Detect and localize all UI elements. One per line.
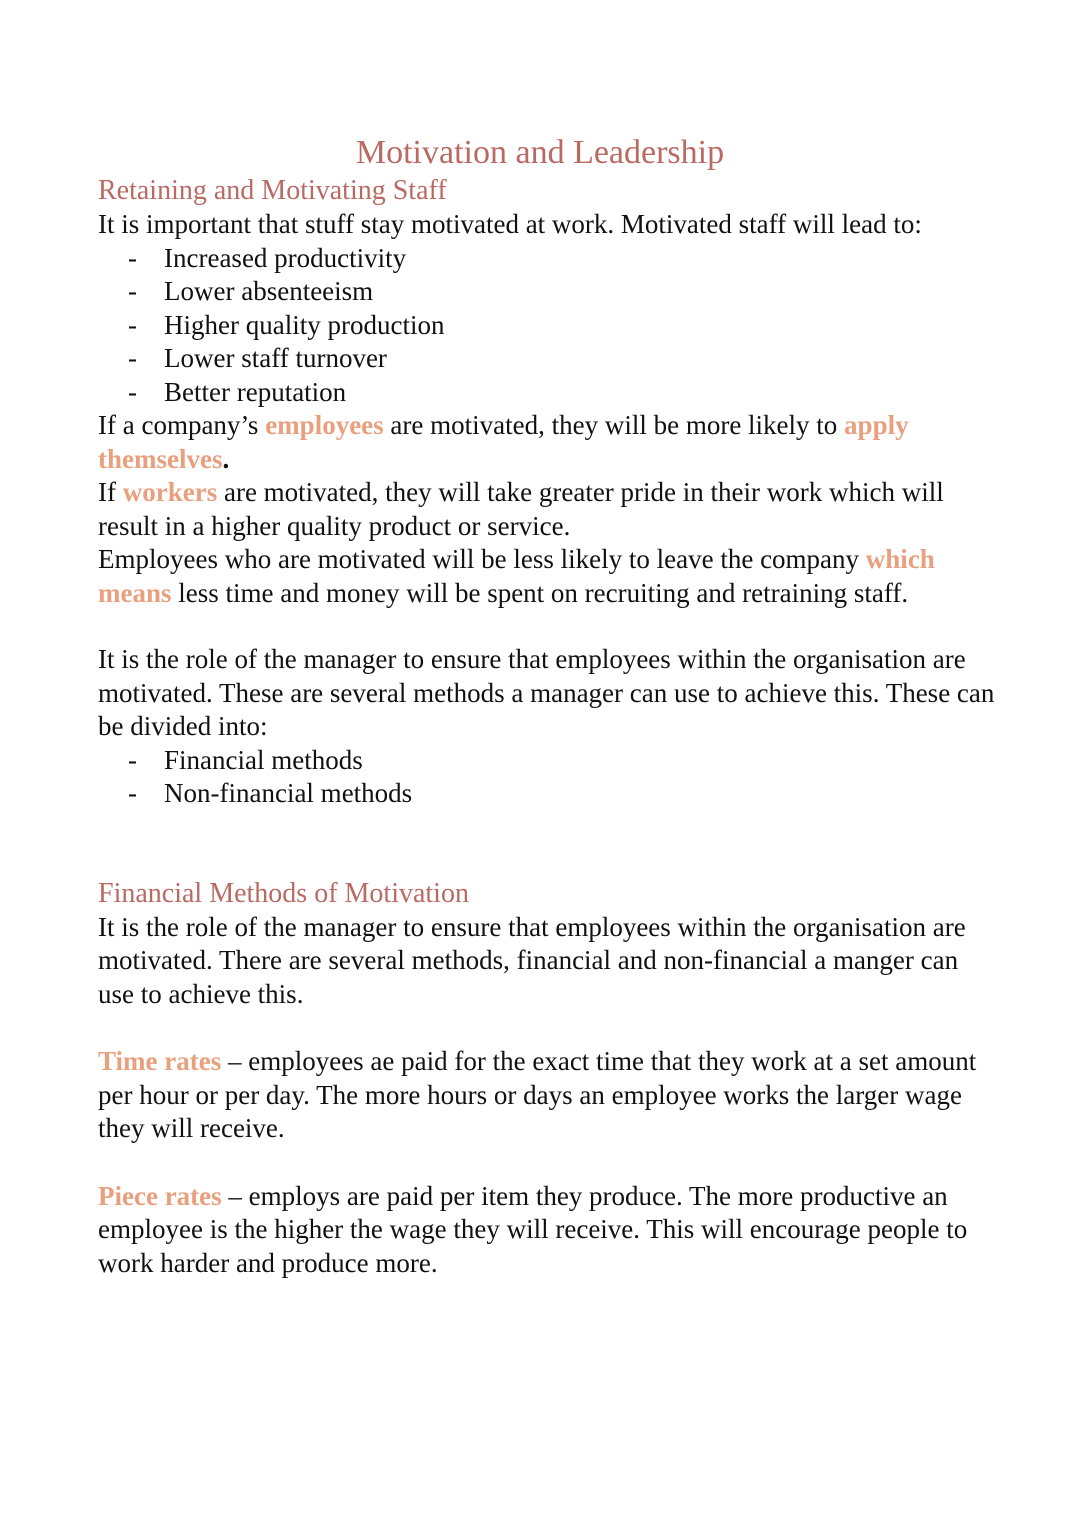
- list-item: [128, 275, 998, 309]
- dash-bullet: -: [128, 343, 137, 373]
- list-item: [128, 242, 998, 276]
- text-run: less time and money will be spent on recruiting and retraining staff.: [171, 577, 909, 608]
- piece-rates-paragraph: [98, 1180, 998, 1281]
- spacer: [98, 811, 998, 877]
- list-item-text: Higher quality production: [164, 309, 445, 340]
- dash-bullet: -: [128, 309, 137, 340]
- list-item-text: Lower staff turnover: [164, 343, 387, 373]
- dash-bullet: -: [128, 242, 137, 273]
- highlight-apply-themselves: apply themselves: [98, 410, 909, 474]
- section-heading-financial: Financial Methods of Motivation: [98, 877, 469, 909]
- list-item-text: Better reputation: [164, 376, 347, 407]
- dash-bullet: -: [128, 376, 137, 407]
- financial-intro-paragraph: It is the role of the manager to ensure that employees within the organisation are motivated. There are several methods, financial and non-financial a manger can use to achieve this.: [98, 911, 966, 1009]
- manager-role-paragraph: It is the role of the manager to ensure that employees within the organisation are motivated. These are several methods a manager can use to achieve this. These can be divided into:: [98, 644, 995, 741]
- time-rates-paragraph: [98, 1045, 998, 1146]
- text-run: – employs are paid per item they produce. The more productive an employee is the higher the wage they will receive. This will encourage people to work harder and produce more.: [98, 1180, 968, 1278]
- text-run: are motivated, they will be more likely to: [383, 410, 845, 440]
- intro-paragraph: It is important that stuff stay motivated at work. Motivated staff will lead to:: [98, 209, 922, 239]
- employees-paragraph: [98, 409, 998, 476]
- text-run: If a company’s: [98, 410, 266, 440]
- dash-bullet: -: [128, 744, 137, 775]
- list-item: [128, 777, 998, 811]
- retention-paragraph: [98, 543, 998, 610]
- text-run: If: [98, 477, 123, 507]
- methods-list: [98, 744, 998, 811]
- page-title: Motivation and Leadership: [355, 134, 725, 171]
- list-item-text: Financial methods: [164, 744, 363, 775]
- spacer: [98, 1011, 998, 1045]
- dash-bullet: -: [128, 778, 137, 808]
- list-item: [128, 744, 998, 778]
- term-piece-rates: Piece rates: [98, 1180, 222, 1211]
- list-item-text: Non-financial methods: [164, 778, 413, 808]
- text-run: Employees who are motivated will be less likely to leave the company: [98, 544, 866, 574]
- document-page: [98, 132, 998, 1280]
- list-item: [128, 342, 998, 376]
- spacer: [98, 610, 998, 643]
- benefits-list: [98, 242, 998, 410]
- highlight-employees: employees: [265, 410, 384, 440]
- workers-paragraph: [98, 476, 998, 543]
- text-run: – employees ae paid for the exact time that they work at a set amount per hour or per day. The more hours or days an employee works the larger wage they will receive.: [98, 1046, 977, 1143]
- highlight-workers: workers: [122, 477, 218, 507]
- term-time-rates: Time rates: [98, 1046, 222, 1076]
- text-run: are motivated, they will take greater pride in their work which will result in a higher quality product or service.: [98, 477, 944, 541]
- section-heading-retaining: Retaining and Motivating Staff: [98, 175, 447, 206]
- highlight-which-means: which means: [98, 544, 935, 608]
- text-run: .: [222, 443, 230, 474]
- spacer: [98, 1146, 998, 1180]
- dash-bullet: -: [128, 276, 137, 306]
- list-item-text: Lower absenteeism: [164, 276, 374, 306]
- list-item-text: Increased productivity: [164, 242, 407, 273]
- list-item: [128, 376, 998, 410]
- list-item: [128, 309, 998, 343]
